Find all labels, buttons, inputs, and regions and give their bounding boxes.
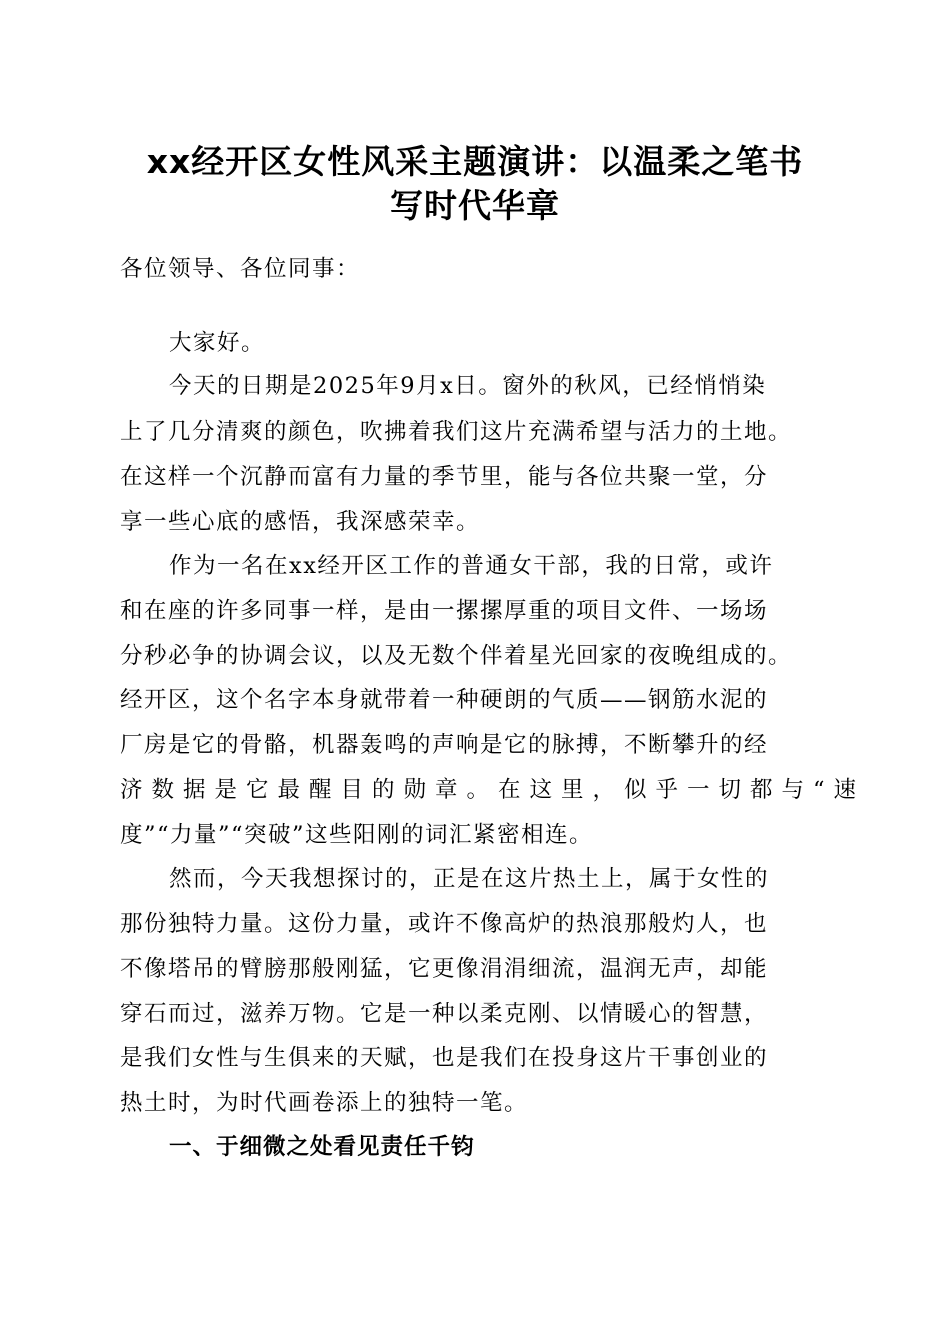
paragraph-1-line-2: 上了几分清爽的颜色，吹拂着我们这片充满希望与活力的土地。: [120, 419, 793, 445]
paragraph-2-line-4: 经开区，这个名字本身就带着一种硬朗的气质——钢筋水泥的: [120, 687, 769, 713]
paragraph-2-line-7: 度”“力量”“突破”这些阳刚的词汇紧密相连。: [120, 822, 594, 848]
paragraph-3-line-5: 是我们女性与生俱来的天赋，也是我们在投身这片干事创业的: [120, 1045, 769, 1071]
paragraph-3-line-1: 然而，今天我想探讨的，正是在这片热土上，属于女性的: [169, 866, 770, 892]
paragraph-2-line-6: 济数据是它最醒目的勋章。在这里，似乎一切都与“速: [120, 777, 866, 803]
paragraph-2-line-3: 分秒必争的协调会议，以及无数个伴着星光回家的夜晚组成的。: [120, 643, 793, 669]
paragraph-1-line-4: 享一些心底的感悟，我深感荣幸。: [120, 509, 481, 535]
salutation: 各位领导、各位同事：: [120, 256, 361, 282]
document-title-line-1: xx经开区女性风采主题演讲：以温柔之笔书: [146, 142, 804, 181]
paragraph-3-line-6: 热土时，为时代画卷添上的独特一笔。: [120, 1090, 529, 1116]
paragraph-3-line-2: 那份独特力量。这份力量，或许不像高炉的热浪那般灼人，也: [120, 911, 769, 937]
greeting: 大家好。: [169, 330, 266, 356]
paragraph-2-line-1: 作为一名在xx经开区工作的普通女干部，我的日常，或许: [169, 553, 774, 579]
paragraph-2-line-2: 和在座的许多同事一样，是由一摞摞厚重的项目文件、一场场: [120, 598, 769, 624]
section-heading: 一、于细微之处看见责任千钧: [169, 1134, 475, 1160]
paragraph-3-line-4: 穿石而过，滋养万物。它是一种以柔克刚、以情暖心的智慧，: [120, 1001, 769, 1027]
document-title-line-2: 写时代华章: [390, 186, 560, 225]
paragraph-3-line-3: 不像塔吊的臂膀那般刚猛，它更像涓涓细流，温润无声，却能: [120, 956, 769, 982]
paragraph-1-line-1: 今天的日期是2025年9月x日。窗外的秋风，已经悄悄染: [169, 373, 767, 399]
paragraph-2-line-5: 厂房是它的骨骼，机器轰鸣的声响是它的脉搏，不断攀升的经: [120, 732, 769, 758]
paragraph-1-line-3: 在这样一个沉静而富有力量的季节里，能与各位共聚一堂，分: [120, 464, 769, 490]
